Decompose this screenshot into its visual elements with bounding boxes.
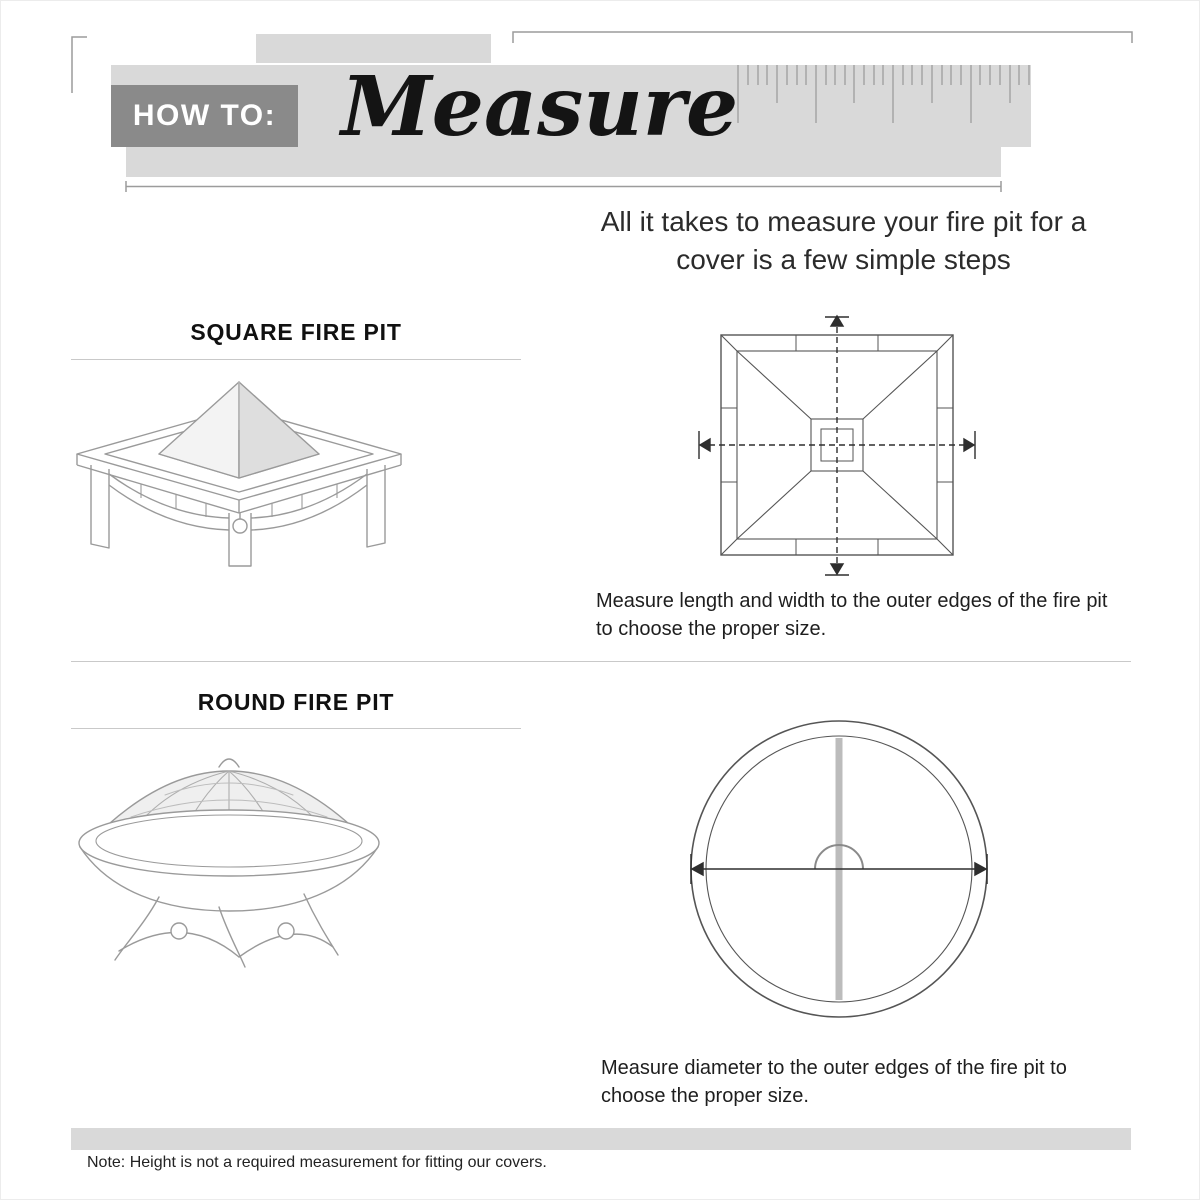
square-heading-rule (71, 359, 521, 360)
square-section-heading: SQUARE FIRE PIT (190, 319, 402, 345)
round-measure-caption: Measure diameter to the outer edges of the fire pit to choose the proper size. (601, 1057, 1067, 1107)
top-left-bracket-line (72, 37, 87, 93)
intro-text (556, 203, 1131, 279)
round-pit-legs (115, 894, 338, 967)
round-pit-dome-handle (219, 759, 239, 767)
round-heading-rule (71, 728, 521, 729)
footer-note: Note: Height is not a required measurement for fitting our covers. (87, 1154, 547, 1171)
round-pit-rim (79, 810, 379, 876)
top-right-bracket-line (513, 32, 1132, 43)
how-to-kicker-label: HOW TO: (132, 99, 277, 132)
header-bottom-bracket-line (126, 181, 1001, 192)
square-measure-caption: Measure length and width to the outer edges of the fire pit to choose the proper size. (596, 590, 1108, 640)
how-to-kicker (111, 85, 298, 147)
round-fire-pit-illustration (69, 739, 399, 984)
intro-line-1: All it takes to measure your fire pit for a (600, 206, 1087, 237)
square-pit-right-leg (367, 465, 385, 547)
square-pit-left-leg (91, 465, 109, 548)
square-fire-pit-top-diagram (691, 313, 986, 581)
round-fire-pit-top-diagram (684, 713, 994, 1025)
intro-line-2: cover is a few simple steps (676, 244, 1011, 275)
section-divider (71, 661, 1131, 662)
footer-bar (71, 1128, 1131, 1150)
square-fire-pit-illustration (71, 366, 406, 576)
round-section-heading: ROUND FIRE PIT (197, 689, 395, 715)
page-title: Measure (341, 59, 739, 155)
